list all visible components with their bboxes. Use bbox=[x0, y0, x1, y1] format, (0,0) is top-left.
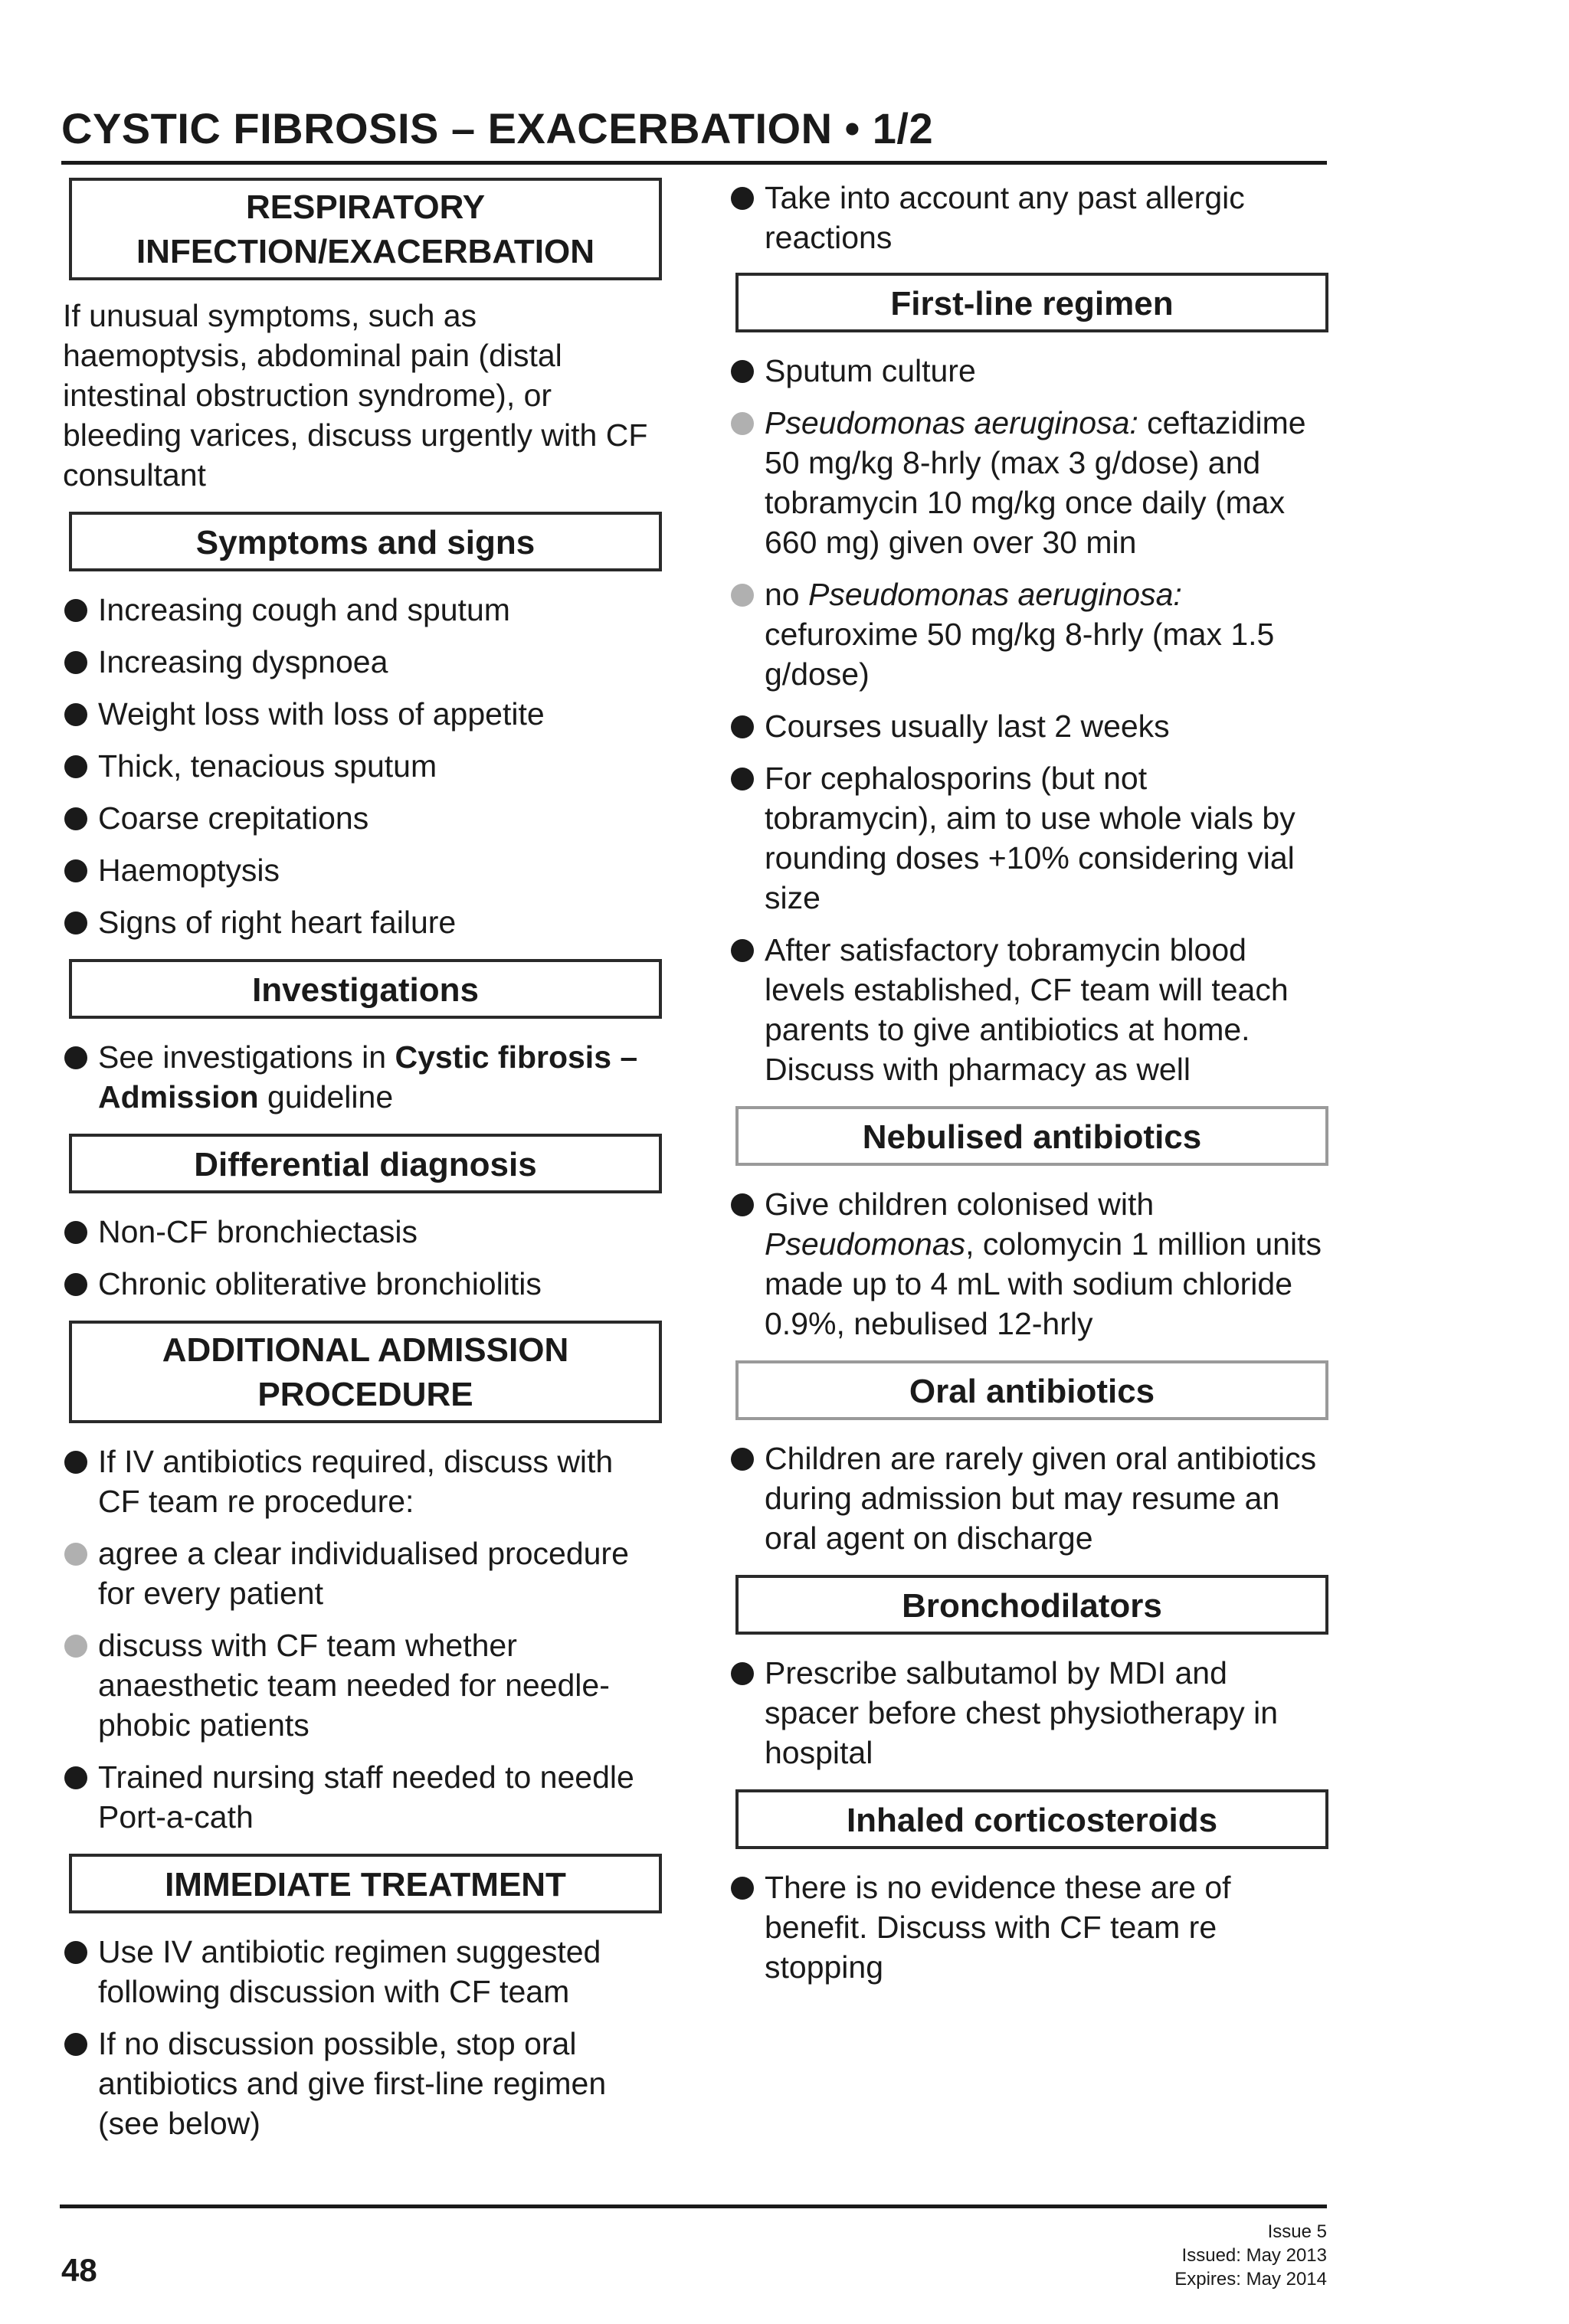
list-item: Courses usually last 2 weeks bbox=[729, 706, 1327, 746]
list-item: Weight loss with loss of appetite bbox=[63, 694, 660, 734]
list-item: Chronic obliterative bronchiolitis bbox=[63, 1264, 660, 1304]
bullet-icon bbox=[731, 187, 754, 210]
bullet-icon bbox=[64, 1046, 87, 1069]
list-item: Use IV antibiotic regimen suggested following discussion with CF team bbox=[63, 1932, 660, 2011]
admission-title-line1: ADDITIONAL ADMISSION bbox=[162, 1331, 569, 1369]
bullet-icon bbox=[64, 703, 87, 726]
bullet-icon bbox=[731, 360, 754, 383]
issue-info bbox=[1174, 2220, 1327, 2291]
oral-list bbox=[729, 1439, 1327, 1558]
section-header-oral: Oral antibiotics bbox=[735, 1360, 1328, 1420]
symptoms-list bbox=[63, 590, 660, 942]
section-header-bronchodilators: Bronchodilators bbox=[735, 1575, 1328, 1635]
bullet-icon bbox=[64, 912, 87, 935]
section-header-differential: Differential diagnosis bbox=[69, 1134, 662, 1193]
sub-bullet-icon bbox=[731, 584, 754, 607]
page-number: 48 bbox=[61, 2252, 97, 2288]
firstline-list bbox=[729, 351, 1327, 1089]
left-column bbox=[63, 178, 660, 2155]
bullet-icon bbox=[64, 1766, 87, 1789]
bullet-icon bbox=[64, 807, 87, 830]
list-item: Sputum culture bbox=[729, 351, 1327, 391]
list-item: discuss with CF team whether anaesthetic team needed for needle-phobic patients bbox=[63, 1625, 660, 1745]
expires-date: Expires: May 2014 bbox=[1174, 2269, 1327, 2290]
allergic-list bbox=[729, 178, 1327, 257]
list-item: Signs of right heart failure bbox=[63, 902, 660, 942]
admission-list bbox=[63, 1442, 660, 1837]
list-item: Pseudomonas aeruginosa: ceftazidime 50 mg/kg 8-hrly (max 3 g/dose) and tobramycin 10 mg/kg once daily (max 660 mg) given over 30 min bbox=[729, 403, 1327, 562]
admission-title-line2: PROCEDURE bbox=[257, 1376, 473, 1413]
section-header-nebulised: Nebulised antibiotics bbox=[735, 1106, 1328, 1166]
bullet-icon bbox=[64, 859, 87, 882]
list-item: Non-CF bronchiectasis bbox=[63, 1212, 660, 1252]
list-item: Haemoptysis bbox=[63, 850, 660, 890]
inhaled-list bbox=[729, 1867, 1327, 1987]
section-header-immediate: IMMEDIATE TREATMENT bbox=[69, 1854, 662, 1913]
bullet-icon bbox=[64, 599, 87, 622]
list-item: Trained nursing staff needed to needle Port-a-cath bbox=[63, 1757, 660, 1837]
section-header-firstline: First-line regimen bbox=[735, 273, 1328, 332]
respiratory-title-line2: INFECTION/EXACERBATION bbox=[136, 233, 595, 270]
bullet-icon bbox=[731, 715, 754, 738]
issue-number: Issue 5 bbox=[1267, 2221, 1327, 2242]
bullet-icon bbox=[64, 651, 87, 674]
section-header-admission bbox=[69, 1321, 662, 1423]
bullet-icon bbox=[731, 1877, 754, 1900]
list-item: Thick, tenacious sputum bbox=[63, 746, 660, 786]
bullet-icon bbox=[64, 1941, 87, 1964]
list-item: Increasing cough and sputum bbox=[63, 590, 660, 630]
section-header-respiratory bbox=[69, 178, 662, 280]
page-title: CYSTIC FIBROSIS – EXACERBATION • 1/2 bbox=[61, 104, 934, 152]
bullet-icon bbox=[64, 2033, 87, 2056]
bullet-icon bbox=[64, 1451, 87, 1474]
bullet-icon bbox=[731, 768, 754, 790]
list-item: Increasing dyspnoea bbox=[63, 642, 660, 682]
list-item: If IV antibiotics required, discuss with CF team re procedure: bbox=[63, 1442, 660, 1521]
list-item: See investigations in Cystic fibrosis – Admission guideline bbox=[63, 1037, 660, 1117]
section-header-inhaled: Inhaled corticosteroids bbox=[735, 1789, 1328, 1849]
list-item: Take into account any past allergic reactions bbox=[729, 178, 1327, 257]
section-header-investigations: Investigations bbox=[69, 959, 662, 1019]
list-item: If no discussion possible, stop oral antibiotics and give first-line regimen (see below) bbox=[63, 2024, 660, 2143]
sub-bullet-icon bbox=[64, 1635, 87, 1658]
sub-bullet-icon bbox=[731, 412, 754, 435]
bullet-icon bbox=[64, 755, 87, 778]
section-header-symptoms: Symptoms and signs bbox=[69, 512, 662, 571]
issued-date: Issued: May 2013 bbox=[1181, 2245, 1327, 2266]
differential-list bbox=[63, 1212, 660, 1304]
bullet-icon bbox=[731, 1662, 754, 1685]
list-item: Children are rarely given oral antibiotics during admission but may resume an oral agent on discharge bbox=[729, 1439, 1327, 1558]
bullet-icon bbox=[731, 1193, 754, 1216]
investigations-list bbox=[63, 1037, 660, 1117]
guideline-link-text: Cystic fibrosis – Admission bbox=[98, 1039, 638, 1115]
bullet-icon bbox=[64, 1221, 87, 1244]
right-column bbox=[729, 178, 1327, 1999]
immediate-list bbox=[63, 1932, 660, 2143]
list-item: agree a clear individualised procedure for every patient bbox=[63, 1534, 660, 1613]
bullet-icon bbox=[731, 939, 754, 962]
list-item: After satisfactory tobramycin blood levels established, CF team will teach parents to give antibiotics at home. Discuss with pharmacy as well bbox=[729, 930, 1327, 1089]
list-item: Give children colonised with Pseudomonas, colomycin 1 million units made up to 4 mL with sodium chloride 0.9%, nebulised 12-hrly bbox=[729, 1184, 1327, 1344]
bottom-rule bbox=[60, 2205, 1327, 2208]
list-item: For cephalosporins (but not tobramycin), aim to use whole vials by rounding doses +10% considering vial size bbox=[729, 758, 1327, 918]
list-item: no Pseudomonas aeruginosa: cefuroxime 50 mg/kg 8-hrly (max 1.5 g/dose) bbox=[729, 574, 1327, 694]
list-item: Coarse crepitations bbox=[63, 798, 660, 838]
bullet-icon bbox=[64, 1273, 87, 1296]
bullet-icon bbox=[731, 1448, 754, 1471]
respiratory-text: If unusual symptoms, such as haemoptysis, abdominal pain (distal intestinal obstruction syndrome), or bleeding varices, discuss urgently with CF consultant bbox=[63, 298, 648, 493]
list-item: There is no evidence these are of benefit. Discuss with CF team re stopping bbox=[729, 1867, 1327, 1987]
sub-bullet-icon bbox=[64, 1543, 87, 1566]
list-item: Prescribe salbutamol by MDI and spacer before chest physiotherapy in hospital bbox=[729, 1653, 1327, 1772]
respiratory-title-line1: RESPIRATORY bbox=[245, 188, 486, 226]
nebulised-list bbox=[729, 1184, 1327, 1344]
bronchodilators-list bbox=[729, 1653, 1327, 1772]
top-rule bbox=[61, 161, 1327, 165]
